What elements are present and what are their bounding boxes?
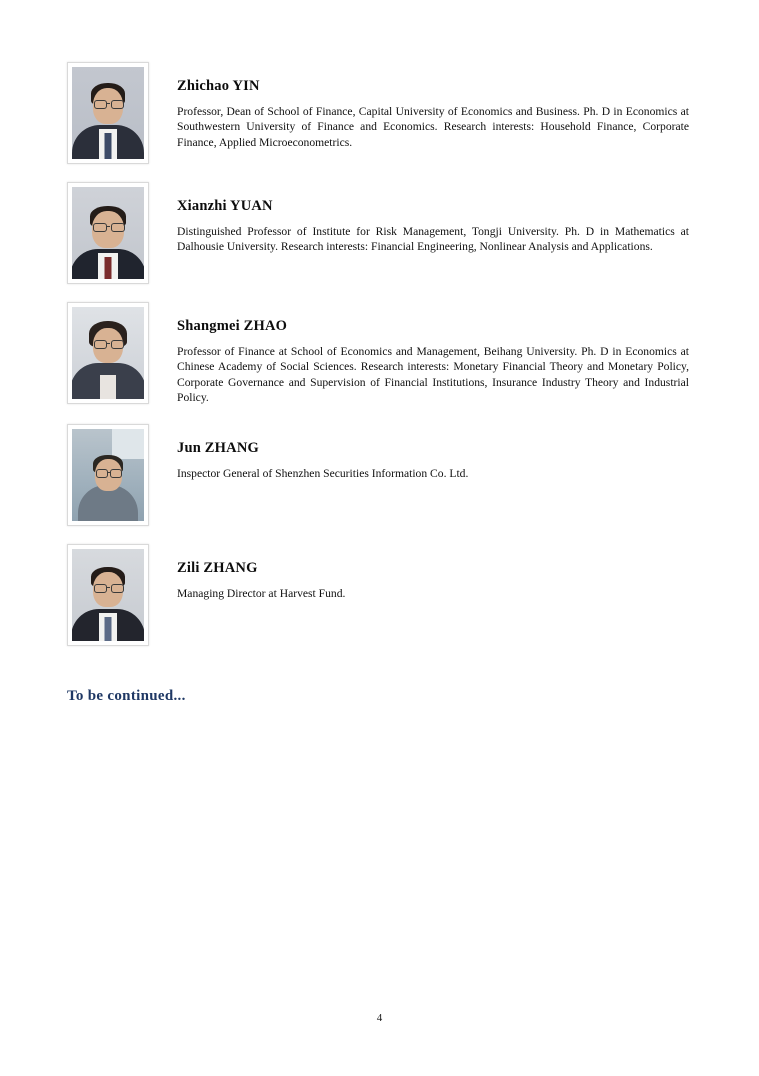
to-be-continued-note: To be continued... — [67, 687, 186, 704]
page-number: 4 — [376, 1012, 383, 1024]
portrait-xianzhi-yuan — [72, 187, 144, 279]
person-entry — [62, 62, 697, 164]
person-name: Shangmei ZHAO — [177, 318, 288, 334]
person-description: Inspector General of Shenzhen Securities Information Co. Ltd. — [177, 466, 469, 480]
person-entry — [62, 182, 697, 284]
person-bio — [177, 302, 697, 406]
portrait-frame — [67, 424, 149, 526]
person-name: Xianzhi YUAN — [177, 198, 273, 214]
person-bio — [177, 424, 697, 481]
portrait-jun-zhang — [72, 429, 144, 521]
person-bio — [177, 544, 697, 601]
person-name: Zhichao YIN — [177, 78, 260, 94]
portrait-zili-zhang — [72, 549, 144, 641]
portrait-frame — [67, 182, 149, 284]
portrait-shangmei-zhao — [72, 307, 144, 399]
person-description: Distinguished Professor of Institute for Risk Management, Tongji University. Ph. D in Mathematics at Dalhousie University. Research interests: Financial Engineering, Nonlinear Analysis and Applications. — [177, 225, 689, 254]
person-bio — [177, 182, 697, 255]
person-description: Managing Director at Harvest Fund. — [177, 586, 346, 600]
portrait-frame — [67, 544, 149, 646]
person-description: Professor of Finance at School of Economics and Management, Beihang University. Ph. D in Economics at Chinese Academy of Social Sciences. Research interests: Monetary Financial Theory and Monetary Policy, Corporate Governance and Supervision of Financial Institutions, Insurance Industry Theory and Industrial Policy. — [177, 345, 689, 405]
portrait-frame — [67, 302, 149, 404]
portrait-zhichao-yin — [72, 67, 144, 159]
person-description: Professor, Dean of School of Finance, Capital University of Economics and Business. Ph. D in Economics at Southwestern University of Finance and Economics. Research interests: Household Finance, Corporate Finance, Applied Microeconometrics. — [177, 105, 689, 149]
person-entry — [62, 302, 697, 406]
portrait-frame — [67, 62, 149, 164]
person-name: Zili ZHANG — [177, 559, 258, 576]
person-entry — [62, 424, 697, 526]
person-bio — [177, 62, 697, 150]
person-name: Jun ZHANG — [177, 439, 259, 456]
person-entry — [62, 544, 697, 646]
